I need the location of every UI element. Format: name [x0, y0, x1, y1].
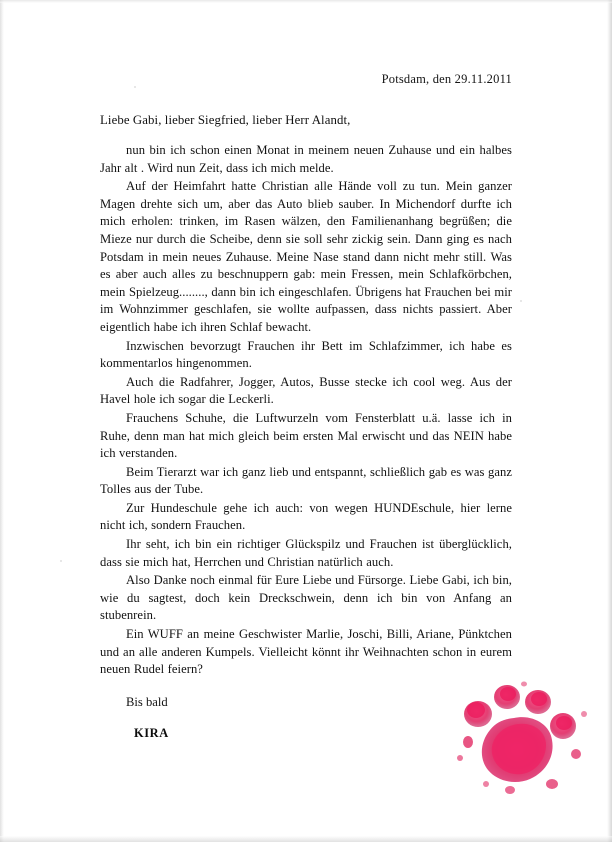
paragraph: Ihr seht, ich bin ein richtiger Glückspilz und Frauchen ist überglücklich, dass sie mich hat, Herrchen und Christian natürlich auch.	[100, 537, 512, 569]
salutation: Liebe Gabi, lieber Siegfried, lieber Herr Alandt,	[100, 113, 351, 127]
letter-paragraphs	[100, 142, 512, 679]
paragraph: Frauchens Schuhe, die Luftwurzeln vom Fensterblatt u.ä. lasse ich in Ruhe, denn man hat mich gleich beim ersten Mal erwischt und das NEIN habe ich verstanden.	[100, 410, 512, 461]
paragraph: Ein WUFF an meine Geschwister Marlie, Joschi, Billi, Ariane, Pünktchen und an alle anderen Kumpels. Vielleicht könnt ihr Weihnachten schon in eurem neuen Rudel feiern?	[100, 627, 512, 677]
paragraph: Auf der Heimfahrt hatte Christian alle Hände voll zu tun. Mein ganzer Magen drehte sich um, aber das Auto blieb sauber. In Michendorf durfte ich mich erholen: trinken, im Rasen wälzen, den Familienanhang begrüßen; die Mieze nur durch die Scheibe, denn sie soll sehr zickig sein. Dann ging es nach Potsdam in mein neues Zuhause. Meine Nase stand dann nicht mehr still. Was es aber auch alles zu beschnuppern gab: mein Fressen, mein Schlafkörbchen, mein Spielzeug........, dann bin ich eingeschlafen. Übrigens hat Frauchen bei mir im Wohnzimmer geschlafen, sie wollte aufpassen, dass nichts passiert. Aber eigentlich habe ich ihren Schlaf bewacht.	[100, 179, 512, 334]
paragraph: Zur Hundeschule gehe ich auch: von wegen HUNDEschule, hier lerne nicht ich, sondern Frauchen.	[100, 500, 512, 533]
dateline: Potsdam, den 29.11.2011	[381, 72, 512, 86]
scan-edge-top	[0, 0, 612, 3]
paragraph: Inzwischen bevorzugt Frauchen ihr Bett im Schlafzimmer, ich habe es kommentarlos hingenommen.	[100, 338, 512, 371]
paragraph: Beim Tierarzt war ich ganz lieb und entspannt, schließlich gab es was ganz Tolles aus der Tube.	[100, 464, 512, 497]
scan-edge-right	[607, 0, 612, 842]
scan-edge-bottom	[0, 836, 612, 842]
scan-speck	[60, 560, 62, 562]
paragraph: Also Danke noch einmal für Eure Liebe und Fürsorge. Liebe Gabi, ich bin, wie du sagtest, doch kein Dreckschwein, denn ich bin von Anfang an stubenrein.	[100, 573, 512, 623]
paragraph: nun bin ich schon einen Monat in meinem neuen Zuhause und ein halbes Jahr alt . Wird nun Zeit, dass ich mich melde.	[100, 143, 512, 175]
signature: KIRA	[134, 725, 169, 740]
paragraph: Auch die Radfahrer, Jogger, Autos, Busse stecke ich cool weg. Aus der Havel hole ich sogar die Leckerli.	[100, 374, 512, 407]
closing-line: Bis bald	[126, 694, 168, 709]
scan-edge-left	[0, 0, 4, 842]
scan-speck	[520, 300, 522, 302]
letter-body	[100, 72, 512, 741]
